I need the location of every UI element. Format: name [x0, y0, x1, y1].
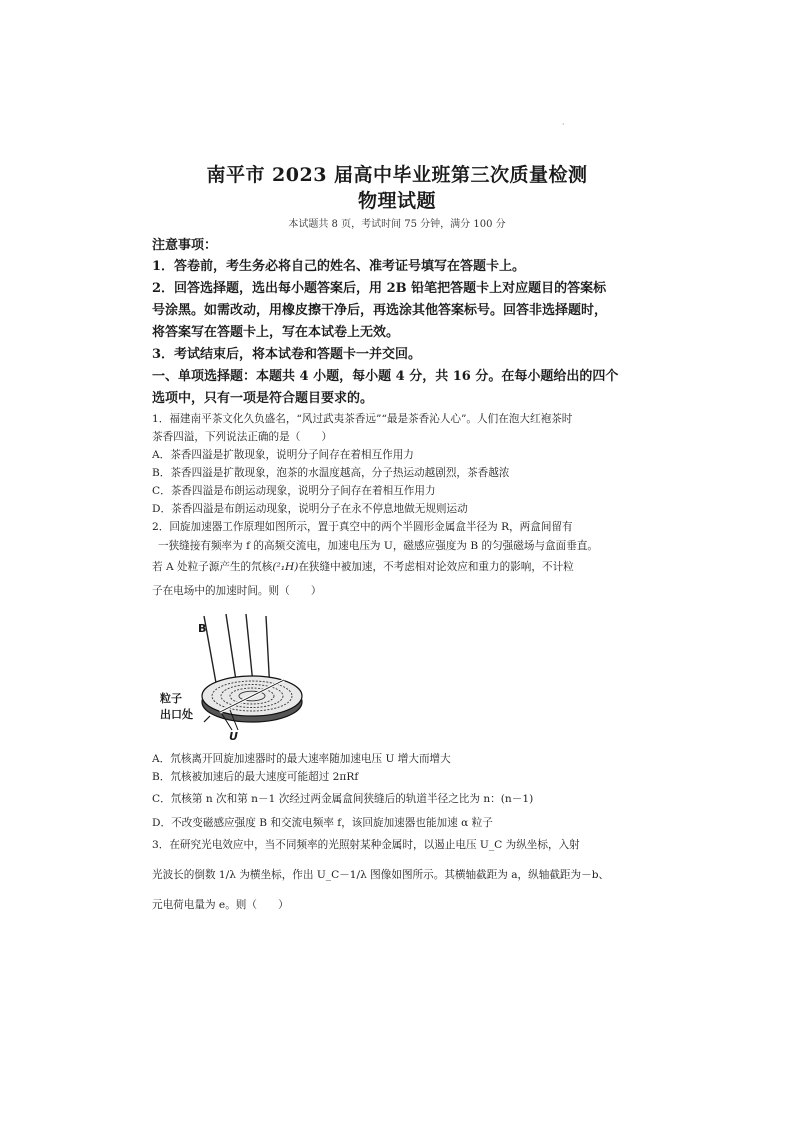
- exam-subject: 物理试题: [357, 190, 436, 212]
- notice-line: 3．考试结束后，将本试卷和答题卡一并交回。: [152, 347, 422, 362]
- question-2-text: 2．回旋加速器工作原理如图所示，置于真空中的两个半圆形金属盒半径为 R，两盒间留有: [152, 521, 573, 533]
- question-2-text-part: 在狭缝中被加速，不考虑相对论效应和重力的影响，不计粒: [298, 561, 574, 573]
- question-2-option-d: D．不改变磁感应强度 B 和交流电频率 f，该回旋加速器也能加速 α 粒子: [152, 817, 493, 829]
- question-1-option-d: D．茶香四溢是布朗运动现象，说明分子在永不停息地做无规则运动: [152, 503, 468, 515]
- deuteron-symbol: (²₁H): [272, 561, 299, 573]
- exam-page: [152, 0, 642, 1122]
- exam-title: 南平市 2023 届高中毕业班第三次质量检测: [206, 164, 588, 186]
- section-heading: 选项中，只有一项是符合题目要求的。: [152, 391, 374, 406]
- notice-heading: 注意事项：: [152, 238, 218, 253]
- question-1-option-c: C．茶香四溢是布朗运动现象，说明分子间存在着相互作用力: [152, 485, 436, 497]
- notice-line: 1．答卷前，考生务必将自己的姓名、准考证号填写在答题卡上。: [152, 259, 526, 274]
- question-2-text-part: 若 A 处粒子源产生的氘核: [152, 561, 273, 573]
- question-1-text: 茶香四溢，下列说法正确的是（ ）: [152, 431, 333, 443]
- question-2-option-a: A．氘核离开回旋加速器时的最大速率随加速电压 U 增大而增大: [152, 753, 451, 765]
- question-1-text: 1．福建南平茶文化久负盛名，“风过武夷茶香远”“最是茶香沁人心”。人们在泡大红袍茶时: [152, 413, 573, 425]
- section-heading: 一、单项选择题：本题共 4 小题，每小题 4 分，共 16 分。在每小题给出的四个: [152, 369, 619, 384]
- question-1-option-b: B．茶香四溢是扩散现象，泡茶的水温度越高，分子热运动越剧烈，茶香越浓: [152, 467, 510, 479]
- scan-mark: ·: [562, 120, 565, 129]
- question-2-text: [152, 560, 642, 574]
- question-3-text: 光波长的倒数 1/λ 为横坐标，作出 U_C－1/λ 图像如图所示。其横轴截距为 a，纵轴截距为－b、: [152, 869, 610, 881]
- question-2-text: 一狭缝接有频率为 f 的高频交流电，加速电压为 U，磁感应强度为 B 的匀强磁场与盒面垂直。: [158, 540, 599, 552]
- cyclotron-figure: [160, 612, 310, 747]
- question-1-option-a: A．茶香四溢是扩散现象，说明分子间存在着相互作用力: [152, 449, 414, 461]
- question-3-text: 3．在研究光电效应中，当不同频率的光照射某种金属时，以遏止电压 U_C 为纵坐标，入射: [152, 839, 580, 851]
- question-2-text: 子在电场中的加速时间。则（ ）: [152, 585, 322, 597]
- cyclotron-diagram: [160, 612, 310, 747]
- question-2-option-b: B．氘核被加速后的最大速度可能超过 2πRf: [152, 771, 359, 783]
- question-2-option-c: C．氘核第 n 次和第 n－1 次经过两金属盒间狭缝后的轨道半径之比为 n：(n－1): [152, 793, 534, 805]
- exam-info: 本试题共 8 页，考试时间 75 分钟，满分 100 分: [288, 219, 506, 230]
- notice-line: 将答案写在答题卡上，写在本试卷上无效。: [152, 325, 400, 340]
- notice-line: 2．回答选择题，选出每小题答案后，用 2B 铅笔把答题卡上对应题目的答案标: [152, 281, 607, 296]
- voltage-label-u: U: [229, 730, 238, 743]
- notice-line: 号涂黑。如需改动，用橡皮擦干净后，再选涂其他答案标号。回答非选择题时，: [152, 303, 608, 318]
- particle-exit-label: 粒子: [160, 692, 182, 705]
- question-3-text: 元电荷电量为 e。则（ ）: [152, 899, 289, 911]
- particle-exit-label: 出口处: [160, 708, 193, 721]
- field-label-b: B: [198, 622, 207, 635]
